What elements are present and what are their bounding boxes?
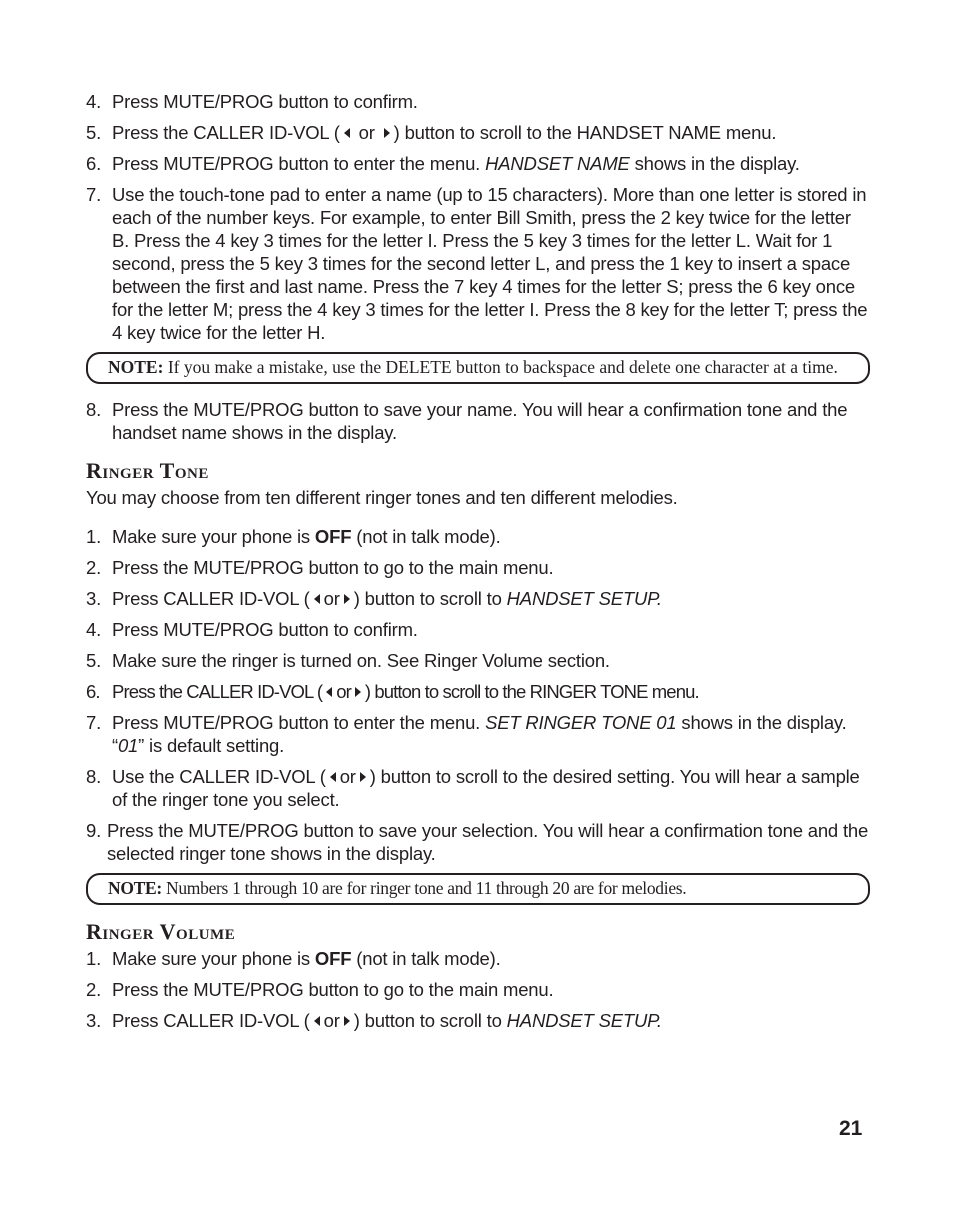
left-triangle-icon	[314, 594, 320, 604]
list-item: 1. Make sure your phone is OFF (not in talk mode).	[86, 948, 501, 969]
right-triangle-icon	[384, 128, 390, 138]
left-triangle-icon	[326, 687, 332, 697]
note-box: NOTE: Numbers 1 through 10 are for ringer tone and 11 through 20 are for melodies.	[86, 873, 870, 905]
note-label: NOTE:	[108, 878, 162, 898]
section-heading-ringer-tone: Ringer Tone	[86, 458, 209, 483]
list-item: 7. Use the touch-tone pad to enter a name (up to 15 characters). More than one letter is stored in each of the number keys. For example, to enter Bill Smith, press the 2 key twice for the letter B. Press the 4 key 3 times for the letter I. Press the 5 key 3 times for the letter L. Wait for 1 second, press the 5 key 3 times for the second letter L, and press the 1 key to insert a space between the first and last name. Press the 7 key 4 times for the letter S; press the 6 key once for the letter M; press the 4 key 3 times for the letter I. Press the 8 key for the letter T; press the 4 key twice for the letter H.	[86, 184, 868, 343]
list-item: 4. Press MUTE/PROG button to confirm.	[86, 619, 418, 640]
list-item: 6. Press the CALLER ID-VOL ( or ) button to scroll to the RINGER TONE menu.	[86, 681, 699, 702]
list-item: 1. Make sure your phone is OFF (not in talk mode).	[86, 526, 501, 547]
page-number: 21	[839, 1117, 863, 1140]
list-item: 2. Press the MUTE/PROG button to go to the main menu.	[86, 979, 554, 1000]
list-item: 5. Make sure the ringer is turned on. See Ringer Volume section.	[86, 650, 610, 671]
list-item: 6. Press MUTE/PROG button to enter the menu. HANDSET NAME shows in the display.	[86, 153, 800, 174]
list-item: 3. Press CALLER ID-VOL ( or ) button to scroll to HANDSET SETUP.	[86, 1010, 662, 1031]
list-item: 2. Press the MUTE/PROG button to go to the main menu.	[86, 557, 554, 578]
list-item: 4. Press MUTE/PROG button to confirm.	[86, 91, 418, 112]
list-item: 8. Press the MUTE/PROG button to save your name. You will hear a confirmation tone and the handset name shows in the display.	[86, 399, 848, 443]
right-triangle-icon	[344, 1016, 350, 1026]
left-triangle-icon	[330, 772, 336, 782]
left-triangle-icon	[344, 128, 350, 138]
list-item: 5. Press the CALLER ID-VOL ( or ) button to scroll to the HANDSET NAME menu.	[86, 122, 777, 143]
right-triangle-icon	[360, 772, 366, 782]
section-heading-ringer-volume: Ringer Volume	[86, 919, 236, 944]
note-label: NOTE:	[108, 357, 164, 377]
manual-page	[86, 90, 870, 1040]
note-box: NOTE: If you make a mistake, use the DELETE button to backspace and delete one character at a time.	[86, 352, 870, 384]
right-triangle-icon	[344, 594, 350, 604]
list-item: 7. Press MUTE/PROG button to enter the menu. SET RINGER TONE 01 shows in the display. “01” is default setting.	[86, 712, 847, 756]
section-intro: You may choose from ten different ringer tones and ten different melodies.	[86, 487, 678, 508]
list-item: 3. Press CALLER ID-VOL ( or ) button to scroll to HANDSET SETUP.	[86, 588, 662, 609]
list-item: 9. Press the MUTE/PROG button to save your selection. You will hear a confirmation tone and the selected ringer tone shows in the display.	[86, 820, 869, 864]
list-item: 8. Use the CALLER ID-VOL ( or ) button to scroll to the desired setting. You will hear a sample of the ringer tone you select.	[86, 766, 860, 810]
left-triangle-icon	[314, 1016, 320, 1026]
right-triangle-icon	[355, 687, 361, 697]
